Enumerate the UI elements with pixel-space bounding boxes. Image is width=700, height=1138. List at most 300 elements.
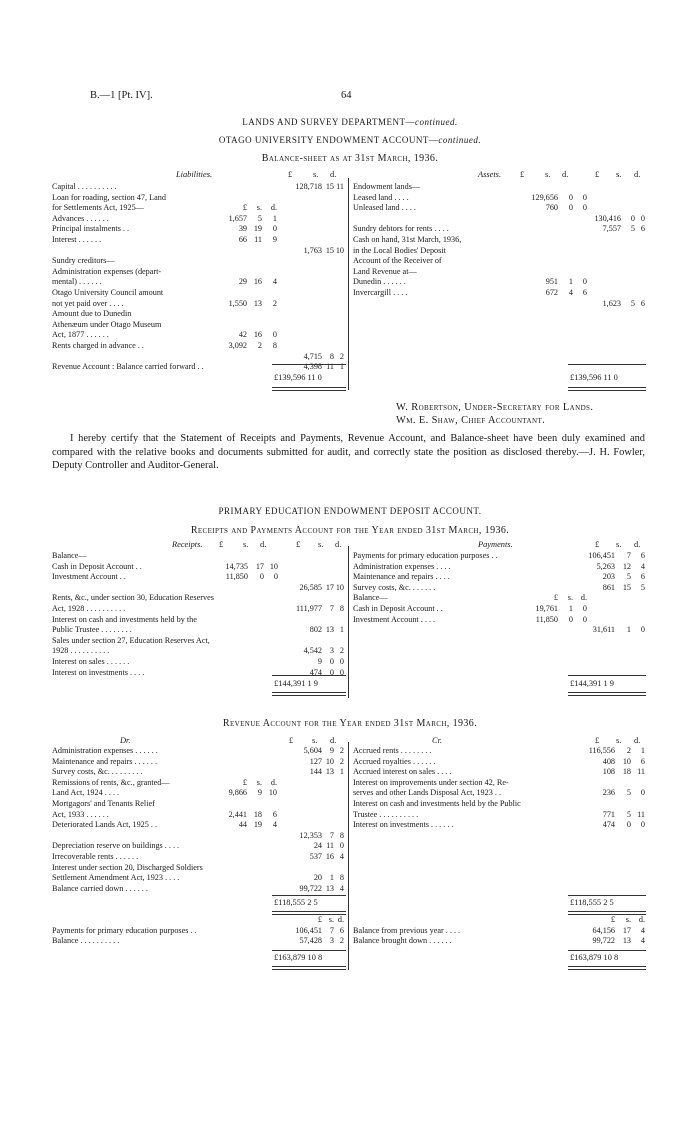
row-label: Rents, &c., under section 30, Education Reserves (52, 593, 214, 603)
shillings-value: 18 (622, 767, 631, 777)
ledger-row (353, 193, 645, 204)
row-label: Investment Account . . . . (353, 614, 436, 624)
pounds-value: 42 (238, 330, 247, 340)
ledger-row (52, 926, 344, 937)
shillings-value: 16 (325, 851, 334, 861)
pence-value: 0 (339, 656, 344, 666)
pounds-value: 130,416 (594, 213, 621, 223)
row-label: Land Act, 1924 . . . . (52, 788, 120, 798)
assets-table (353, 182, 645, 309)
col-shillings: s. (545, 170, 551, 179)
ledger-row (52, 810, 344, 821)
ledger-row (52, 214, 344, 225)
pence-value: 9 (272, 234, 277, 244)
shillings-value: 5 (630, 224, 635, 234)
credit-table (353, 746, 645, 831)
shillings-value: 18 (253, 809, 262, 819)
ledger-row (353, 820, 645, 831)
col-pence: d. (634, 736, 641, 745)
ledger-row (353, 299, 645, 310)
pence-value: 0 (582, 203, 587, 213)
pounds-value: 7,557 (602, 224, 621, 234)
pounds-value: 1,623 (602, 298, 621, 308)
ledger-row (353, 246, 645, 257)
double-rule (568, 692, 646, 696)
ledger-row (52, 593, 344, 604)
col-pound: £ (520, 170, 525, 179)
pounds-value: 4,715 (303, 351, 322, 361)
row-label: Payments for primary education purposes . . (353, 551, 498, 560)
pence-value: 1 (272, 213, 277, 223)
col-pound: £ (289, 736, 294, 745)
col-pence: d. (634, 170, 641, 179)
pence-value: 4 (272, 820, 277, 830)
appropriation-debit-table (52, 915, 344, 947)
shillings-value: 16 (253, 330, 262, 340)
ledger-row (353, 224, 645, 235)
debit-table (52, 746, 344, 894)
shillings-value: 1 (568, 603, 573, 613)
shillings-value: 13 (622, 936, 631, 946)
shillings-value: 1 (626, 625, 631, 635)
revenue-credit-total: £118,555 2 5 (570, 898, 614, 907)
row-label: Cash in Deposit Account . . (52, 561, 142, 571)
shillings-value: 3 (329, 936, 334, 946)
pence-value: 10 (335, 582, 344, 592)
signature-chief-accountant: Wm. E. Shaw, Chief Accountant. (396, 415, 546, 426)
account-title: OTAGO UNIVERSITY ENDOWMENT ACCOUNT—continued. (218, 135, 482, 145)
shillings-value: 2 (257, 340, 262, 350)
row-label: Revenue Account : Balance carried forward . . (52, 362, 204, 372)
row-label: Balance carried down . . . . . . (52, 883, 148, 893)
ledger-row (52, 203, 344, 214)
pence-value: d. (270, 203, 277, 213)
pounds-value: 129,656 (531, 192, 558, 202)
double-rule (568, 966, 646, 970)
ledger-row (52, 625, 344, 636)
row-label: Land Revenue at— (353, 266, 417, 276)
pounds-value: 106,451 (588, 551, 615, 560)
row-label: Amount due to Dunedin (52, 309, 132, 319)
assets-heading: Assets. (478, 170, 502, 179)
ledger-row (353, 936, 645, 947)
pounds-value: 474 (602, 820, 615, 830)
pence-value: 0 (640, 213, 645, 223)
pounds-value: 128,718 (295, 182, 322, 191)
shillings-value: 0 (329, 667, 334, 677)
pounds-value: 26,585 (299, 582, 322, 592)
row-label: not yet paid over . . . . (52, 298, 124, 308)
row-label: Survey costs, &c. . . . . . . . . (52, 767, 143, 777)
shillings-value: 15 (622, 582, 631, 592)
pounds-value: £ (610, 915, 615, 924)
signature-under-secretary: W. Robertson, Under-Secretary for Lands. (396, 402, 594, 413)
appropriation-credit-total: £163,879 10 8 (570, 953, 619, 962)
total-rule (568, 364, 646, 365)
shillings-value: 19 (253, 224, 262, 234)
col-shillings: s. (312, 736, 318, 745)
pounds-value: 5,604 (303, 746, 322, 755)
col-pound: £ (595, 540, 600, 549)
pence-value: 0 (582, 603, 587, 613)
pounds-value: 108 (602, 767, 615, 777)
row-label: Administration expenses (depart- (52, 266, 162, 276)
payments-table (353, 551, 645, 636)
col-shillings: s. (616, 540, 622, 549)
pence-value: d. (638, 915, 645, 924)
pounds-value: £ (242, 777, 247, 787)
ledger-row (52, 299, 344, 310)
row-label: Principal instalments . . (52, 224, 130, 234)
total-rule (272, 950, 346, 951)
row-label: Sundry debtors for rents . . . . (353, 224, 449, 234)
ledger-row (52, 562, 344, 573)
pence-value: 0 (640, 820, 645, 830)
pence-value: 4 (640, 936, 645, 946)
row-label: Endowment lands— (353, 182, 421, 191)
ledger-row (52, 831, 344, 842)
pounds-value: 9,866 (228, 788, 247, 798)
pence-value: 0 (582, 192, 587, 202)
row-label: Athenæum under Otago Museum (52, 319, 162, 329)
department-title: LANDS AND SURVEY DEPARTMENT—continued. (242, 117, 458, 127)
pounds-value: 31,611 (592, 625, 615, 635)
row-label: Otago University Council amount (52, 287, 164, 297)
pounds-value: 3,092 (228, 340, 247, 350)
liabilities-table (52, 182, 344, 373)
ledger-row (52, 551, 344, 562)
ledger-row (353, 288, 645, 299)
row-label: Balance— (52, 551, 87, 560)
total-rule (568, 675, 646, 676)
shillings-value: 19 (253, 820, 262, 830)
row-label: Invercargill . . . . (353, 287, 408, 297)
col-pence: d. (562, 170, 569, 179)
ledger-row (52, 841, 344, 852)
ledger-row (52, 778, 344, 789)
pence-value: 10 (268, 788, 277, 798)
row-label: Irrecoverable rents . . . . . . (52, 851, 139, 861)
row-label: Interest on cash and investments held by the Public (353, 798, 521, 808)
row-label: Dunedin . . . . . . (353, 277, 406, 287)
pounds-value: £ (553, 593, 558, 603)
row-label: Interest under section 20, Discharged Soldiers (52, 862, 203, 872)
pounds-value: 66 (238, 234, 247, 244)
pence-value: 0 (582, 614, 587, 624)
pence-value: 1 (339, 767, 344, 777)
row-label: Accrued royalties . . . . . . (353, 756, 436, 766)
pence-value: 2 (339, 646, 344, 656)
ledger-row (353, 746, 645, 757)
pence-value: 1 (339, 362, 344, 372)
pence-value: 0 (272, 330, 277, 340)
pounds-value: 537 (309, 851, 322, 861)
ledger-row (52, 915, 344, 926)
pounds-value: 127 (309, 756, 322, 766)
col-pence: d. (330, 736, 337, 745)
receipts-total: £144,391 1 9 (274, 679, 318, 688)
pence-value: 6 (339, 925, 344, 935)
row-label: Mortgagors' and Tenants Relief (52, 798, 155, 808)
pence-value: 0 (339, 667, 344, 677)
row-label: Trustee . . . . . . . . . . (353, 809, 419, 819)
col-pound: £ (595, 170, 600, 179)
shillings-value: s. (625, 915, 631, 924)
report-reference: B.—1 [Pt. IV]. (90, 90, 153, 101)
col-shillings: s. (243, 540, 249, 549)
row-label: Survey costs, &c. . . . . . . (353, 582, 436, 592)
col-shillings: s. (313, 170, 319, 179)
pounds-value: 672 (545, 287, 558, 297)
pounds-value: 116,556 (588, 746, 615, 755)
liabilities-total: £139,596 11 0 (274, 373, 322, 382)
ledger-row (52, 852, 344, 863)
pounds-value: 861 (602, 582, 615, 592)
row-label: Interest on investments . . . . . . (353, 820, 454, 830)
pence-value: 10 (335, 245, 344, 255)
shillings-value: 15 (325, 182, 334, 191)
pence-value: 6 (640, 756, 645, 766)
ledger-row (353, 267, 645, 278)
ledger-row (52, 246, 344, 257)
pounds-value: 951 (545, 277, 558, 287)
ledger-row (52, 256, 344, 267)
pence-value: 10 (269, 561, 278, 571)
total-rule (568, 950, 646, 951)
ledger-row (353, 767, 645, 778)
pounds-value: 1,550 (228, 298, 247, 308)
assets-total: £139,596 11 0 (570, 373, 618, 382)
row-label: Remissions of rents, &c., granted— (52, 777, 170, 787)
ledger-row (353, 757, 645, 768)
pence-value: 0 (273, 572, 278, 582)
pounds-value: 12,353 (299, 830, 322, 840)
ledger-row (353, 810, 645, 821)
ledger-row (52, 799, 344, 810)
pence-value: 6 (582, 287, 587, 297)
ledger-row (52, 636, 344, 647)
ledger-row (52, 936, 344, 947)
shillings-value: 5 (626, 572, 631, 582)
pounds-value: 19,761 (535, 603, 558, 613)
pence-value: 2 (272, 298, 277, 308)
row-label: Accrued interest on sales . . . . (353, 767, 452, 777)
ledger-row (52, 583, 344, 594)
row-label: in the Local Bodies' Deposit (353, 245, 446, 255)
ledger-row (353, 615, 645, 626)
pence-value: 6 (640, 298, 645, 308)
shillings-value: 7 (329, 830, 334, 840)
shillings-value: 2 (626, 746, 631, 755)
pence-value: 2 (339, 936, 344, 946)
pounds-value: 144 (309, 767, 322, 777)
ledger-row (353, 182, 645, 193)
pence-value: 4 (272, 277, 277, 287)
shillings-value: 11 (326, 362, 334, 372)
column-rule (348, 546, 349, 698)
pence-value: 2 (339, 746, 344, 755)
total-rule (272, 364, 346, 365)
col-pound: £ (296, 540, 301, 549)
pence-value: 8 (339, 603, 344, 613)
pounds-value: 474 (309, 667, 322, 677)
col-pence: d. (330, 170, 337, 179)
pounds-value: 14,735 (225, 561, 248, 571)
double-rule (568, 387, 646, 391)
shillings-value: 15 (325, 245, 334, 255)
ledger-row (353, 214, 645, 225)
col-shillings: s. (616, 170, 622, 179)
col-pound: £ (595, 736, 600, 745)
shillings-value: 0 (329, 656, 334, 666)
shillings-value: s. (256, 777, 262, 787)
pounds-value: 64,156 (592, 925, 615, 935)
row-label: Administration expenses . . . . . . (52, 746, 158, 755)
pence-value: 0 (339, 841, 344, 851)
pence-value: 2 (339, 756, 344, 766)
revenue-account-heading: Revenue Account for the Year ended 31st March, 1936. (222, 718, 478, 729)
row-label: Settlement Amendment Act, 1923 . . . . (52, 873, 180, 883)
ledger-row (52, 657, 344, 668)
row-label: Balance from previous year . . . . (353, 925, 461, 935)
shillings-value: 8 (329, 351, 334, 361)
pence-value: 0 (640, 625, 645, 635)
shillings-value: 3 (329, 646, 334, 656)
appropriation-debit-total: £163,879 10 8 (274, 953, 323, 962)
pounds-value: 1,763 (303, 245, 322, 255)
ledger-row (353, 799, 645, 810)
liabilities-heading: Liabilities. (176, 170, 213, 179)
debit-heading: Dr. (120, 736, 131, 745)
row-label: Interest . . . . . . (52, 234, 102, 244)
row-label: Investment Account . . (52, 572, 126, 582)
row-label: Maintenance and repairs . . . . . . (52, 756, 158, 766)
shillings-value: 1 (329, 873, 334, 883)
row-label: Administration expenses . . . . (353, 561, 451, 571)
shillings-value: 12 (622, 561, 631, 571)
pounds-value: 2,441 (228, 809, 247, 819)
pence-value: 1 (339, 625, 344, 635)
ledger-row (52, 820, 344, 831)
pence-value: 11 (336, 182, 344, 191)
audit-certificate: I hereby certify that the Statement of Receipts and Payments, Revenue Account, and Balance-sheet have been duly examined and compared with the relative books and documents submitted for audit, and correctly state the position as disclosed thereby.—J. H. Fowler, Deputy Controller and Auditor-General. (52, 433, 645, 472)
pounds-value: 760 (545, 203, 558, 213)
shillings-value: s. (328, 915, 334, 924)
pounds-value: 57,428 (299, 936, 322, 946)
ledger-row (353, 915, 645, 926)
ledger-row (52, 235, 344, 246)
ledger-row (353, 625, 645, 636)
ledger-row (353, 203, 645, 214)
row-label: for Settlements Act, 1925— (52, 203, 144, 213)
ledger-row (52, 224, 344, 235)
ledger-row (52, 757, 344, 768)
ledger-row (353, 593, 645, 604)
double-rule (272, 692, 346, 696)
row-label: Public Trustee . . . . . . . . (52, 625, 132, 635)
row-label: serves and other Lands Disposal Act, 1923 . . (353, 788, 502, 798)
ledger-row (52, 873, 344, 884)
pence-value: 11 (637, 767, 645, 777)
shillings-value: 0 (626, 820, 631, 830)
credit-heading: Cr. (432, 736, 443, 745)
shillings-value: 10 (325, 756, 334, 766)
ledger-row (52, 788, 344, 799)
ledger-row (52, 309, 344, 320)
pounds-value: 99,722 (299, 883, 322, 893)
ledger-row (52, 668, 344, 679)
ledger-row (52, 352, 344, 363)
ledger-row (52, 572, 344, 583)
pence-value: 11 (637, 809, 645, 819)
shillings-value: 0 (568, 203, 573, 213)
shillings-value: 13 (325, 883, 334, 893)
shillings-value: 5 (257, 213, 262, 223)
pounds-value: 203 (602, 572, 615, 582)
pounds-value: 39 (238, 224, 247, 234)
ledger-row (353, 778, 645, 789)
row-label: Deteriorated Lands Act, 1925 . . (52, 820, 158, 830)
ledger-row (52, 615, 344, 626)
row-label: Act, 1928 . . . . . . . . . . (52, 603, 126, 613)
pence-value: 0 (640, 788, 645, 798)
shillings-value: 5 (626, 788, 631, 798)
row-label: Act, 1933 . . . . . . (52, 809, 109, 819)
ledger-row (353, 926, 645, 937)
row-label: Cash on hand, 31st March, 1936, (353, 234, 462, 244)
double-rule (272, 387, 346, 391)
col-pound: £ (219, 540, 224, 549)
pounds-value: £ (242, 203, 247, 213)
col-shillings: s. (318, 540, 324, 549)
receipts-table (52, 551, 344, 678)
pounds-value: 11,850 (225, 572, 248, 582)
ledger-row (52, 330, 344, 341)
shillings-value: s. (567, 593, 573, 603)
row-label: Sales under section 27, Education Reserves Act, (52, 635, 210, 645)
ledger-row (52, 320, 344, 331)
pence-value: 6 (272, 809, 277, 819)
balance-sheet-heading: Balance-sheet as at 31st March, 1936. (261, 153, 439, 164)
primary-education-title: PRIMARY EDUCATION ENDOWMENT DEPOSIT ACCOUNT. (218, 506, 482, 516)
row-label: Depreciation reserve on buildings . . . . (52, 841, 180, 851)
pounds-value: 5,263 (596, 561, 615, 571)
pence-value: 4 (640, 925, 645, 935)
row-label: Interest on investments . . . . (52, 667, 145, 677)
col-pence: d. (335, 540, 342, 549)
ledger-row (353, 572, 645, 583)
shillings-value: 5 (630, 298, 635, 308)
col-pence: d. (260, 540, 267, 549)
row-label: Sundry creditors— (52, 256, 115, 266)
shillings-value: 11 (254, 234, 262, 244)
ledger-row (52, 863, 344, 874)
pounds-value: 11,850 (535, 614, 558, 624)
total-rule (272, 675, 346, 676)
column-rule (348, 742, 349, 970)
pence-value: 8 (339, 830, 344, 840)
pence-value: 0 (272, 224, 277, 234)
pounds-value: 29 (238, 277, 247, 287)
ledger-row (353, 235, 645, 246)
ledger-row (52, 646, 344, 657)
shillings-value: 0 (630, 213, 635, 223)
row-label: Balance— (353, 593, 388, 603)
shillings-value: 16 (253, 277, 262, 287)
ledger-row (52, 341, 344, 352)
pounds-value: 408 (602, 756, 615, 766)
pence-value: 5 (640, 582, 645, 592)
